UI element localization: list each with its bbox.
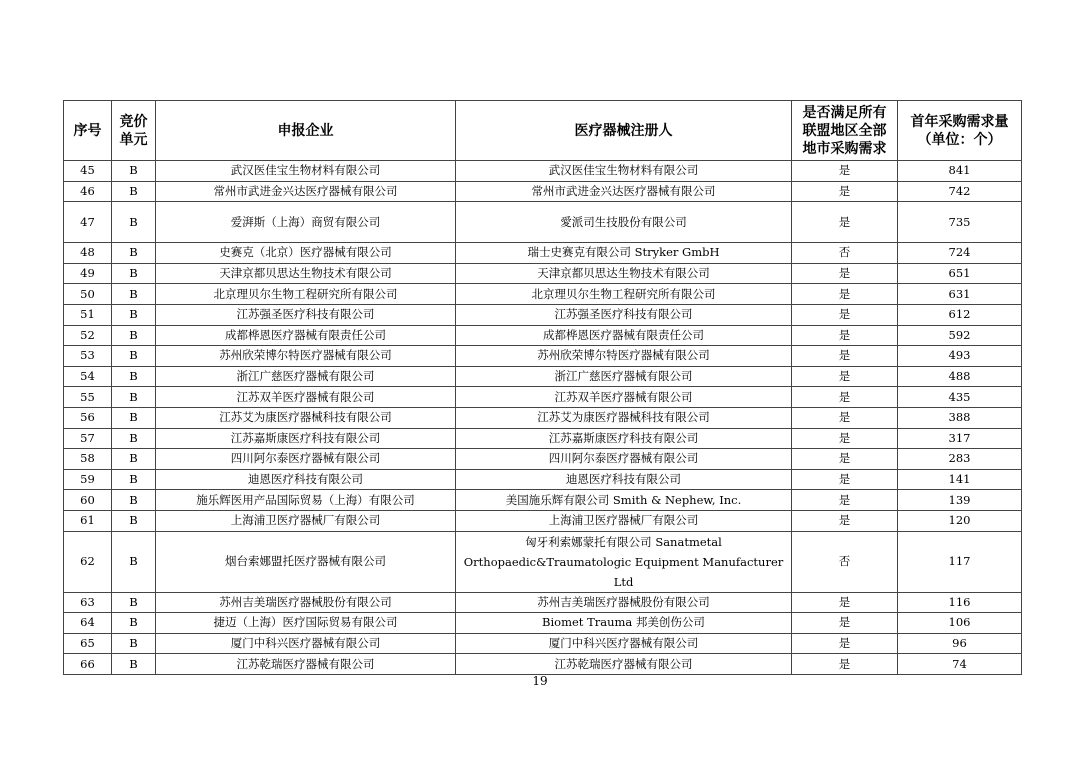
cell-applicant-company: 烟台索娜盟托医疗器械有限公司 — [156, 531, 456, 592]
cell-serial-no: 60 — [64, 490, 112, 511]
cell-meets-demand: 是 — [792, 613, 898, 634]
cell-quantity: 742 — [898, 181, 1022, 202]
cell-applicant-company: 成都桦恩医疗器械有限责任公司 — [156, 325, 456, 346]
cell-bidding-unit: B — [112, 592, 156, 613]
table-row — [64, 284, 1022, 305]
header-meets-all-demand: 是否满足所有 联盟地区全部 地市采购需求 — [792, 101, 898, 161]
cell-serial-no: 66 — [64, 654, 112, 675]
cell-meets-demand: 是 — [792, 490, 898, 511]
cell-device-registrant: 瑞士史赛克有限公司 Stryker GmbH — [456, 243, 792, 264]
cell-meets-demand: 是 — [792, 304, 898, 325]
cell-quantity: 117 — [898, 531, 1022, 592]
cell-meets-demand: 是 — [792, 428, 898, 449]
cell-device-registrant: 常州市武进金兴达医疗器械有限公司 — [456, 181, 792, 202]
cell-serial-no: 57 — [64, 428, 112, 449]
cell-applicant-company: 武汉医佳宝生物材料有限公司 — [156, 161, 456, 182]
cell-device-registrant: 北京理贝尔生物工程研究所有限公司 — [456, 284, 792, 305]
cell-meets-demand: 是 — [792, 510, 898, 531]
cell-applicant-company: 迪恩医疗科技有限公司 — [156, 469, 456, 490]
header-serial-no: 序号 — [64, 101, 112, 161]
header-bidding-unit: 竞价 单元 — [112, 101, 156, 161]
cell-quantity: 116 — [898, 592, 1022, 613]
cell-quantity: 488 — [898, 366, 1022, 387]
table-row — [64, 325, 1022, 346]
cell-bidding-unit: B — [112, 407, 156, 428]
cell-meets-demand: 是 — [792, 325, 898, 346]
table-row — [64, 654, 1022, 675]
procurement-table — [63, 100, 1022, 675]
cell-device-registrant: 浙江广慈医疗器械有限公司 — [456, 366, 792, 387]
cell-serial-no: 48 — [64, 243, 112, 264]
cell-serial-no: 59 — [64, 469, 112, 490]
cell-applicant-company: 四川阿尔泰医疗器械有限公司 — [156, 449, 456, 470]
cell-device-registrant: Biomet Trauma 邦美创伤公司 — [456, 613, 792, 634]
cell-meets-demand: 是 — [792, 366, 898, 387]
cell-meets-demand: 是 — [792, 654, 898, 675]
table-row — [64, 428, 1022, 449]
cell-serial-no: 50 — [64, 284, 112, 305]
cell-quantity: 651 — [898, 263, 1022, 284]
cell-bidding-unit: B — [112, 304, 156, 325]
cell-applicant-company: 江苏乾瑞医疗器械有限公司 — [156, 654, 456, 675]
table-body — [64, 161, 1022, 675]
cell-device-registrant: 美国施乐辉有限公司 Smith & Nephew, Inc. — [456, 490, 792, 511]
cell-device-registrant: 苏州吉美瑞医疗器械股份有限公司 — [456, 592, 792, 613]
header-applicant-company: 申报企业 — [156, 101, 456, 161]
cell-bidding-unit: B — [112, 633, 156, 654]
cell-meets-demand: 是 — [792, 284, 898, 305]
cell-quantity: 317 — [898, 428, 1022, 449]
cell-device-registrant: 江苏强圣医疗科技有限公司 — [456, 304, 792, 325]
cell-device-registrant: 江苏双羊医疗器械有限公司 — [456, 387, 792, 408]
cell-bidding-unit: B — [112, 531, 156, 592]
cell-quantity: 120 — [898, 510, 1022, 531]
cell-applicant-company: 天津京都贝思达生物技术有限公司 — [156, 263, 456, 284]
table-header-row — [64, 101, 1022, 161]
cell-quantity: 74 — [898, 654, 1022, 675]
table-row — [64, 449, 1022, 470]
cell-device-registrant: 愛派司生技股份有限公司 — [456, 202, 792, 243]
cell-applicant-company: 江苏强圣医疗科技有限公司 — [156, 304, 456, 325]
table-row — [64, 387, 1022, 408]
table-row — [64, 633, 1022, 654]
cell-serial-no: 63 — [64, 592, 112, 613]
cell-device-registrant: 四川阿尔泰医疗器械有限公司 — [456, 449, 792, 470]
cell-meets-demand: 否 — [792, 243, 898, 264]
cell-serial-no: 56 — [64, 407, 112, 428]
cell-bidding-unit: B — [112, 202, 156, 243]
cell-quantity: 388 — [898, 407, 1022, 428]
cell-applicant-company: 爱湃斯（上海）商贸有限公司 — [156, 202, 456, 243]
cell-bidding-unit: B — [112, 654, 156, 675]
cell-quantity: 724 — [898, 243, 1022, 264]
cell-serial-no: 65 — [64, 633, 112, 654]
cell-applicant-company: 上海浦卫医疗器械厂有限公司 — [156, 510, 456, 531]
cell-device-registrant: 江苏艾为康医疗器械科技有限公司 — [456, 407, 792, 428]
cell-serial-no: 47 — [64, 202, 112, 243]
table-row — [64, 469, 1022, 490]
cell-bidding-unit: B — [112, 469, 156, 490]
cell-quantity: 612 — [898, 304, 1022, 325]
cell-serial-no: 51 — [64, 304, 112, 325]
cell-serial-no: 62 — [64, 531, 112, 592]
table-row — [64, 243, 1022, 264]
cell-applicant-company: 浙江广慈医疗器械有限公司 — [156, 366, 456, 387]
cell-bidding-unit: B — [112, 181, 156, 202]
page-number: 19 — [532, 674, 548, 688]
cell-bidding-unit: B — [112, 387, 156, 408]
cell-quantity: 493 — [898, 346, 1022, 367]
cell-bidding-unit: B — [112, 243, 156, 264]
cell-serial-no: 55 — [64, 387, 112, 408]
table-row — [64, 510, 1022, 531]
cell-device-registrant: 成都桦恩医疗器械有限责任公司 — [456, 325, 792, 346]
cell-meets-demand: 是 — [792, 202, 898, 243]
cell-device-registrant: 匈牙利索娜蒙托有限公司 Sanatmetal Orthopaedic&Traumatologic Equipment Manufacturer Ltd — [456, 531, 792, 592]
table-row — [64, 407, 1022, 428]
cell-meets-demand: 否 — [792, 531, 898, 592]
cell-meets-demand: 是 — [792, 407, 898, 428]
table-row — [64, 592, 1022, 613]
cell-meets-demand: 是 — [792, 469, 898, 490]
cell-quantity: 435 — [898, 387, 1022, 408]
cell-serial-no: 53 — [64, 346, 112, 367]
cell-applicant-company: 厦门中科兴医疗器械有限公司 — [156, 633, 456, 654]
cell-bidding-unit: B — [112, 284, 156, 305]
cell-quantity: 592 — [898, 325, 1022, 346]
cell-applicant-company: 江苏艾为康医疗器械科技有限公司 — [156, 407, 456, 428]
cell-quantity: 283 — [898, 449, 1022, 470]
cell-meets-demand: 是 — [792, 161, 898, 182]
table-row — [64, 346, 1022, 367]
cell-bidding-unit: B — [112, 490, 156, 511]
table-row — [64, 366, 1022, 387]
cell-meets-demand: 是 — [792, 346, 898, 367]
cell-serial-no: 45 — [64, 161, 112, 182]
cell-quantity: 735 — [898, 202, 1022, 243]
table-row — [64, 161, 1022, 182]
cell-applicant-company: 史赛克（北京）医疗器械有限公司 — [156, 243, 456, 264]
table-row — [64, 531, 1022, 592]
cell-meets-demand: 是 — [792, 181, 898, 202]
table-row — [64, 304, 1022, 325]
cell-serial-no: 52 — [64, 325, 112, 346]
cell-bidding-unit: B — [112, 366, 156, 387]
cell-serial-no: 58 — [64, 449, 112, 470]
header-first-year-quantity: 首年采购需求量 （单位：个） — [898, 101, 1022, 161]
cell-bidding-unit: B — [112, 161, 156, 182]
cell-bidding-unit: B — [112, 613, 156, 634]
cell-applicant-company: 苏州吉美瑞医疗器械股份有限公司 — [156, 592, 456, 613]
cell-device-registrant: 武汉医佳宝生物材料有限公司 — [456, 161, 792, 182]
cell-meets-demand: 是 — [792, 449, 898, 470]
header-device-registrant: 医疗器械注册人 — [456, 101, 792, 161]
table-row — [64, 490, 1022, 511]
cell-applicant-company: 江苏双羊医疗器械有限公司 — [156, 387, 456, 408]
table-row — [64, 202, 1022, 243]
cell-meets-demand: 是 — [792, 263, 898, 284]
cell-meets-demand: 是 — [792, 592, 898, 613]
cell-bidding-unit: B — [112, 263, 156, 284]
cell-bidding-unit: B — [112, 325, 156, 346]
cell-quantity: 631 — [898, 284, 1022, 305]
cell-serial-no: 49 — [64, 263, 112, 284]
cell-device-registrant: 迪恩医疗科技有限公司 — [456, 469, 792, 490]
cell-serial-no: 64 — [64, 613, 112, 634]
table-row — [64, 263, 1022, 284]
cell-device-registrant: 苏州欣荣博尔特医疗器械有限公司 — [456, 346, 792, 367]
cell-serial-no: 61 — [64, 510, 112, 531]
cell-quantity: 141 — [898, 469, 1022, 490]
cell-quantity: 106 — [898, 613, 1022, 634]
table-row — [64, 181, 1022, 202]
cell-serial-no: 54 — [64, 366, 112, 387]
cell-applicant-company: 捷迈（上海）医疗国际贸易有限公司 — [156, 613, 456, 634]
cell-bidding-unit: B — [112, 428, 156, 449]
cell-bidding-unit: B — [112, 346, 156, 367]
cell-meets-demand: 是 — [792, 387, 898, 408]
cell-device-registrant: 江苏乾瑞医疗器械有限公司 — [456, 654, 792, 675]
cell-applicant-company: 江苏嘉斯康医疗科技有限公司 — [156, 428, 456, 449]
cell-meets-demand: 是 — [792, 633, 898, 654]
cell-device-registrant: 天津京都贝思达生物技术有限公司 — [456, 263, 792, 284]
cell-quantity: 841 — [898, 161, 1022, 182]
cell-quantity: 96 — [898, 633, 1022, 654]
cell-device-registrant: 厦门中科兴医疗器械有限公司 — [456, 633, 792, 654]
cell-applicant-company: 北京理贝尔生物工程研究所有限公司 — [156, 284, 456, 305]
cell-applicant-company: 施乐辉医用产品国际贸易（上海）有限公司 — [156, 490, 456, 511]
cell-applicant-company: 苏州欣荣博尔特医疗器械有限公司 — [156, 346, 456, 367]
cell-quantity: 139 — [898, 490, 1022, 511]
cell-device-registrant: 江苏嘉斯康医疗科技有限公司 — [456, 428, 792, 449]
cell-device-registrant: 上海浦卫医疗器械厂有限公司 — [456, 510, 792, 531]
cell-applicant-company: 常州市武进金兴达医疗器械有限公司 — [156, 181, 456, 202]
cell-bidding-unit: B — [112, 510, 156, 531]
cell-serial-no: 46 — [64, 181, 112, 202]
table-row — [64, 613, 1022, 634]
cell-bidding-unit: B — [112, 449, 156, 470]
